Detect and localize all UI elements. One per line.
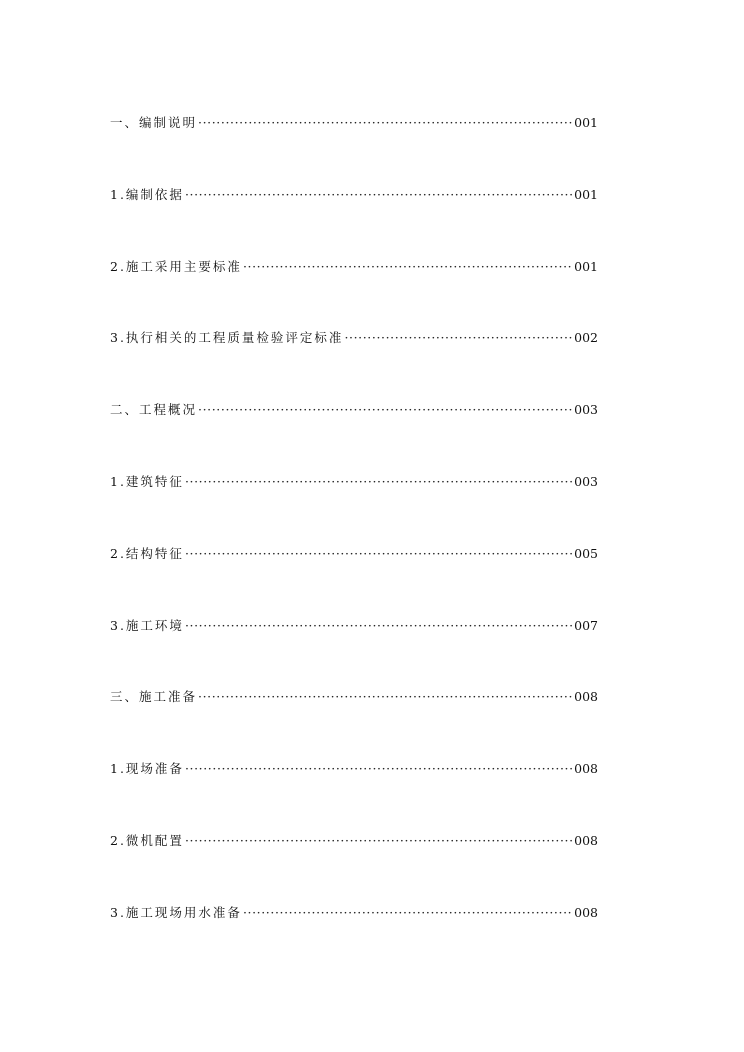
toc-entry-page: 001 <box>574 258 598 274</box>
toc-entry-page: 008 <box>574 832 598 848</box>
toc-entry-title: 3.施工环境 <box>110 617 184 633</box>
toc-entry-title: 一、编制说明 <box>110 115 198 130</box>
toc-entry-title: 3.执行相关的工程质量检验评定标准 <box>110 330 344 346</box>
toc-leader-dots <box>185 831 573 851</box>
toc-entry-page: 001 <box>574 186 598 202</box>
toc-leader-dots <box>198 687 573 707</box>
toc-entry[interactable] <box>110 472 598 544</box>
toc-entry-title: 3.施工现场用水准备 <box>110 904 242 920</box>
toc-entry-title: 二、工程概况 <box>110 402 198 418</box>
toc-leader-dots <box>185 616 573 636</box>
toc-entry-title: 1.现场准备 <box>110 761 184 777</box>
toc-leader-dots <box>243 257 573 277</box>
toc-entry[interactable] <box>110 687 598 759</box>
toc-entry-title: 2.施工采用主要标准 <box>110 258 242 274</box>
toc-entry[interactable] <box>110 113 598 185</box>
toc-entry-page: 008 <box>574 761 598 777</box>
toc-entry[interactable] <box>110 903 598 975</box>
toc-entry-page: 005 <box>574 545 598 561</box>
toc-leader-dots <box>344 328 573 348</box>
toc-leader-dots <box>185 185 573 205</box>
toc-entry-page: 003 <box>574 402 598 418</box>
toc-entry-page: 008 <box>574 904 598 920</box>
toc-entry-title: 三、施工准备 <box>110 689 198 705</box>
toc-leader-dots <box>185 472 573 492</box>
toc-entry[interactable] <box>110 759 598 831</box>
toc-entry-title: 1.建筑特征 <box>110 473 184 489</box>
toc-entry-page: 001 <box>574 115 598 130</box>
toc-entry[interactable] <box>110 544 598 616</box>
toc-entry-title: 2.微机配置 <box>110 832 184 848</box>
toc-entry[interactable] <box>110 185 598 257</box>
toc-entry[interactable] <box>110 616 598 688</box>
toc-entry-page: 008 <box>574 689 598 705</box>
toc-entry-title: 1.编制依据 <box>110 186 184 202</box>
table-of-contents <box>110 113 598 975</box>
toc-leader-dots <box>198 400 573 420</box>
toc-leader-dots <box>243 903 573 923</box>
toc-entry-page: 007 <box>574 617 598 633</box>
toc-entry-title: 2.结构特征 <box>110 545 184 561</box>
toc-entry[interactable] <box>110 831 598 903</box>
toc-leader-dots <box>185 544 573 564</box>
toc-leader-dots <box>198 113 573 133</box>
toc-entry[interactable] <box>110 257 598 329</box>
toc-entry-page: 003 <box>574 473 598 489</box>
toc-leader-dots <box>185 759 573 779</box>
toc-entry[interactable] <box>110 400 598 472</box>
toc-entry-page: 002 <box>574 330 598 346</box>
toc-entry[interactable] <box>110 328 598 400</box>
